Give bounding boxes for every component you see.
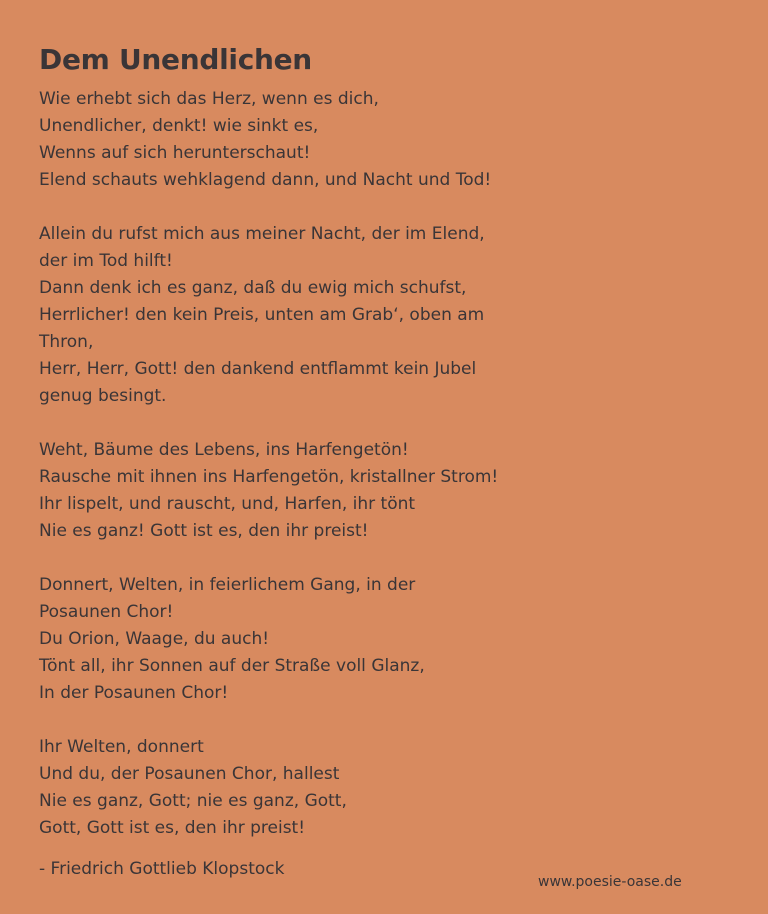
poem-line: genug besingt. [39, 386, 167, 406]
poem-line: Rausche mit ihnen ins Harfengetön, kristallner Strom! [39, 467, 499, 487]
stanza [39, 437, 739, 545]
poem-line: Donnert, Welten, in feierlichem Gang, in der [39, 575, 416, 595]
poem-line: Posaunen Chor! [39, 602, 174, 622]
poem-line: Herrlicher! den kein Preis, unten am Grab‘, oben am [39, 305, 485, 325]
poem-line: Tönt all, ihr Sonnen auf der Straße voll Glanz, [39, 656, 425, 676]
poem-line: Und du, der Posaunen Chor, hallest [39, 764, 340, 784]
stanza [39, 734, 739, 842]
poem-line: Ihr lispelt, und rauscht, und, Harfen, ihr tönt [39, 494, 416, 514]
website-credit: www.poesie-oase.de [538, 874, 682, 890]
poem-line: Herr, Herr, Gott! den dankend entflammt kein Jubel [39, 359, 477, 379]
poem-line: Allein du rufst mich aus meiner Nacht, der im Elend, [39, 224, 485, 244]
poem-line: Nie es ganz, Gott; nie es ganz, Gott, [39, 791, 347, 811]
poem-line: Elend schauts wehklagend dann, und Nacht und Tod! [39, 170, 492, 190]
poem-line: Weht, Bäume des Lebens, ins Harfengetön! [39, 440, 409, 460]
poem-author: - Friedrich Gottlieb Klopstock [39, 859, 285, 879]
stanza [39, 572, 739, 707]
poem-title: Dem Unendlichen [39, 43, 312, 76]
stanza [39, 86, 739, 194]
poem-line: Wenns auf sich herunterschaut! [39, 143, 311, 163]
poem-line: Ihr Welten, donnert [39, 737, 204, 757]
poem-line: Nie es ganz! Gott ist es, den ihr preist! [39, 521, 369, 541]
poem-line: der im Tod hilft! [39, 251, 173, 271]
poem-line: Du Orion, Waage, du auch! [39, 629, 270, 649]
poem-container [39, 42, 739, 883]
poem-line: Dann denk ich es ganz, daß du ewig mich schufst, [39, 278, 467, 298]
poem-line: Wie erhebt sich das Herz, wenn es dich, [39, 89, 379, 109]
poem-line: In der Posaunen Chor! [39, 683, 229, 703]
poem-line: Gott, Gott ist es, den ihr preist! [39, 818, 306, 838]
poem-line: Unendlicher, denkt! wie sinkt es, [39, 116, 319, 136]
stanza [39, 221, 739, 410]
poem-line: Thron, [39, 332, 94, 352]
